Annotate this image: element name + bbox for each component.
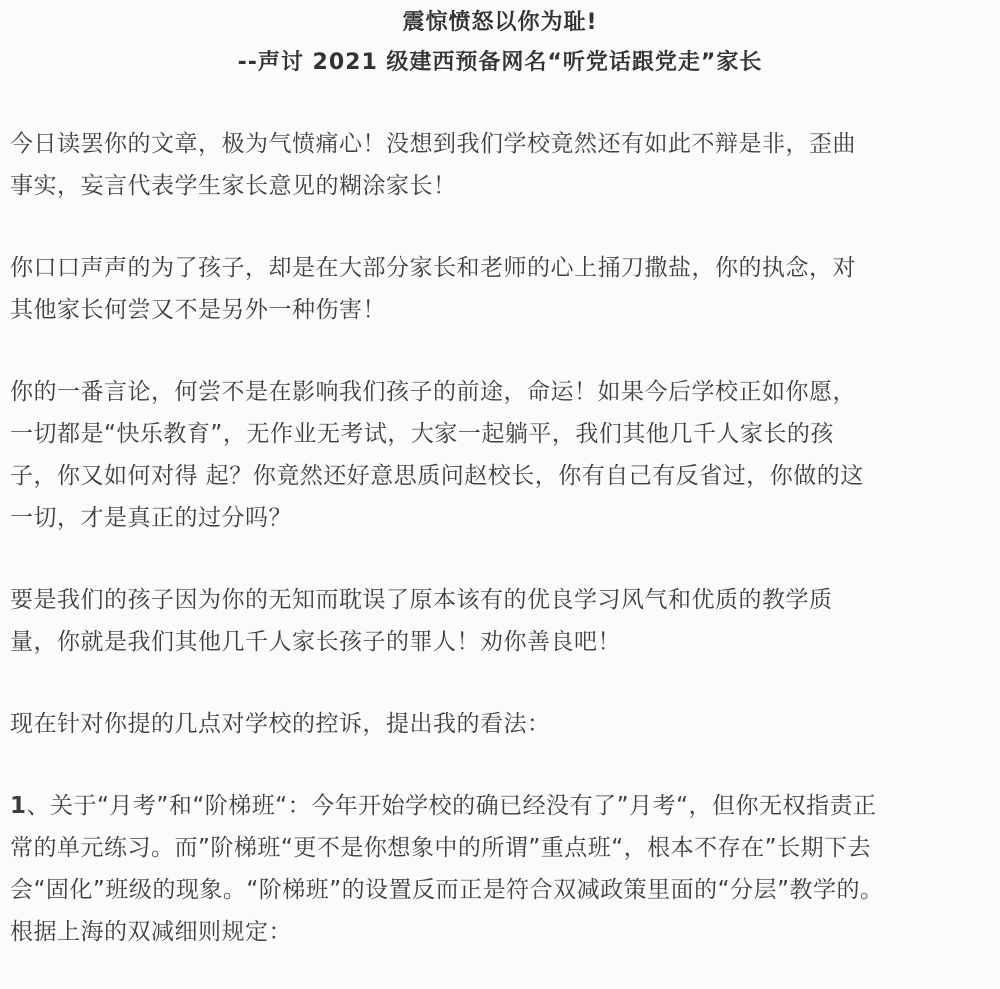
paragraph-gap <box>10 207 990 247</box>
paragraph-line: 现在针对你提的几点对学校的控诉，提出我的看法： <box>10 711 551 737</box>
paragraph-line: 根据上海的双减细则规定： <box>10 919 292 945</box>
paragraph-line: 量，你就是我们其他几千人家长孩子的罪人！劝你善良吧！ <box>10 629 621 655</box>
paragraph-gap <box>10 663 990 703</box>
paragraph-5 <box>10 703 990 745</box>
title-block <box>10 0 990 83</box>
paragraph-line: 一切，才是真正的过分吗？ <box>10 505 292 531</box>
spacer <box>10 83 990 123</box>
paragraph-line: 要是我们的孩子因为你的无知而耽误了原本该有的优良学习风气和优质的教学质 <box>10 587 833 613</box>
paragraph-1 <box>10 123 990 207</box>
paragraph-3 <box>10 371 990 539</box>
paragraph-2 <box>10 247 990 331</box>
article-title: 震惊愤怒以你为耻! <box>402 10 598 35</box>
list-item-1 <box>10 785 990 953</box>
paragraph-line: 子，你又如何对得 起？你竟然还好意思质问赵校长，你有自己有反省过，你做的这 <box>10 463 864 489</box>
paragraph-line: 其他家长何尝又不是另外一种伤害！ <box>10 297 386 323</box>
paragraph-line: 会“固化”班级的现象。“阶梯班”的设置反而正是符合双减政策里面的“分层”教学的。 <box>10 877 884 903</box>
paragraph-4 <box>10 579 990 663</box>
list-item-number: 1 <box>10 793 27 819</box>
list-item-text: 、关于“月考”和“阶梯班“：今年开始学校的确已经没有了”月考“，但你无权指责正 <box>26 793 877 819</box>
paragraph-line: 你的一番言论，何尝不是在影响我们孩子的前途，命运！如果今后学校正如你愿， <box>10 379 856 405</box>
article-subtitle: --声讨 2021 级建西预备网名“听党话跟党走”家长 <box>237 50 763 75</box>
paragraph-line: 常的单元练习。而”阶梯班“更不是你想象中的所谓”重点班“，根本不存在”长期下去 <box>10 835 872 861</box>
paragraph-line: 一切都是“快乐教育”，无作业无考试，大家一起躺平，我们其他几千人家长的孩 <box>10 421 834 447</box>
list-item-first-line <box>10 785 990 827</box>
paragraph-line: 事实，妄言代表学生家长意见的糊涂家长！ <box>10 173 457 199</box>
paragraph-line: 今日读罢你的文章，极为气愤痛心！没想到我们学校竟然还有如此不辩是非，歪曲 <box>10 131 856 157</box>
paragraph-gap <box>10 745 990 785</box>
paragraph-gap <box>10 331 990 371</box>
paragraph-line: 你口口声声的为了孩子，却是在大部分家长和老师的心上捅刀撒盐，你的执念，对 <box>10 255 856 281</box>
paragraph-gap <box>10 539 990 579</box>
